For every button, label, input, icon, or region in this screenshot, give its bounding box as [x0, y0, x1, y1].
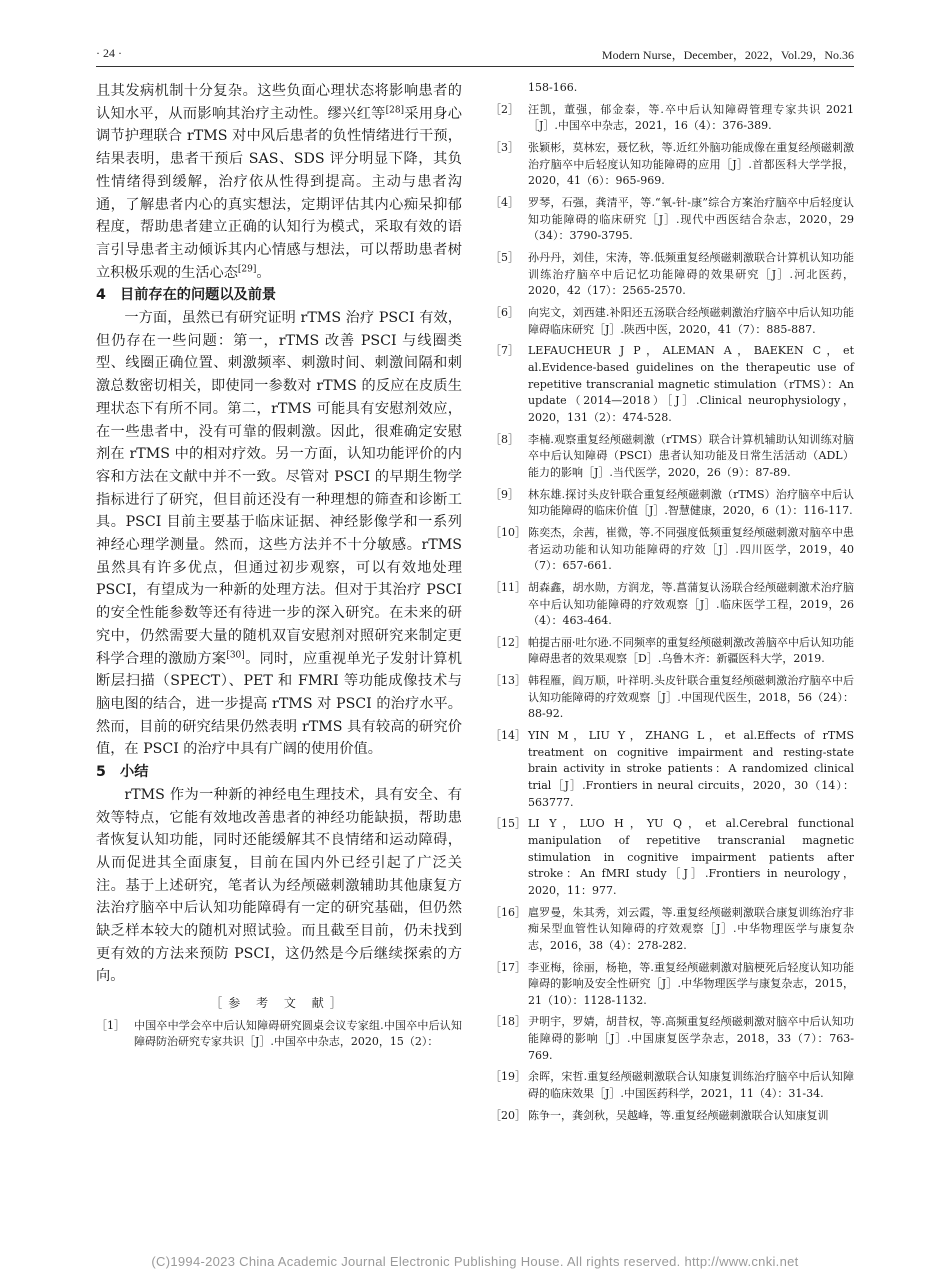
reference-item: [490, 728, 854, 811]
reference-text: 韩程雁，阎万顺，叶祥明.头皮针联合重复经颅磁刺激治疗脑卒中后认知功能障碍的疗效观察［J］.中国现代医生，2018，56（24）：88-92.: [528, 674, 854, 721]
right-column: [490, 80, 854, 1130]
reference-number: ［9］: [490, 487, 519, 501]
left-column: [96, 80, 462, 1051]
reference-item: [490, 525, 854, 575]
reference-number: ［6］: [490, 306, 519, 320]
reference-item: [490, 343, 854, 426]
journal-citation: Modern Nurse，December，2022，Vol.29，No.36: [601, 48, 854, 62]
reference-item: [490, 305, 854, 338]
reference-number: ［13］: [490, 674, 526, 688]
reference-continuation: 158-166.: [528, 81, 578, 94]
reference-text: YIN M，LIU Y，ZHANG L，et al.Effects of rTMS treatment on cognitive impairment and resting-state brain activity in stroke patients：A randomized clinical trial［J］.Frontiers in neural circuits，2020，30（14）：563777.: [528, 729, 854, 809]
reference-text: 扈罗曼，朱其秀，刘云霞，等.重复经颅磁刺激联合康复训练治疗非痴呆型血管性认知障碍的疗效观察［J］.中华物理医学与康复杂志，2016，38（4）：278-282.: [528, 905, 854, 952]
reference-text: 孙丹丹，刘佳，宋涛，等.低频重复经颅磁刺激联合计算机认知功能训练治疗脑卒中后记忆功能障碍的效果研究［J］.河北医药，2020，42（17）：2565-2570.: [528, 251, 854, 298]
reference-number: ［20］: [490, 1108, 526, 1122]
reference-text: 汪凯，董强，郁金泰，等.卒中后认知障碍管理专家共识 2021［J］.中国卒中杂志，2021，16（4）：376-389.: [528, 102, 854, 133]
reference-item: [490, 580, 854, 630]
reference-number: ［15］: [490, 817, 526, 831]
reference-text: 张颖彬，莫林宏，聂忆秋，等.近红外脑功能成像在重复经颅磁刺激治疗脑卒中后轻度认知功能障碍的应用［J］.首都医科大学学报，2020，41（6）：965-969.: [528, 141, 854, 188]
reference-item: [490, 487, 854, 520]
paragraph: 一方面，虽然已有研究证明 rTMS 治疗 PSCI 有效，但仍存在一些问题：第一，rTMS 改善 PSCI 与线圈类型、线圈正确位置、刺激频率、刺激时间、刺激间隔和刺激总数密切相关，即使同一参数对 rTMS 的反应在皮质生理状态下有所不同。第二，rTMS 可能具有安慰剂效应，在一些患者中，没有可靠的假刺激。因此，很难确定安慰剂在 rTMS 中的相对疗效。另一方面，认知功能评价的内容和方法在文献中并不一致。尽管对 PSCI 的早期生物学指标进行了研究，但目前还没有一种理想的筛查和诊断工具。PSCI 目前主要基于临床证据、神经影像学和一系列神经心理学测量。然而，这些方法并不十分敏感。rTMS 虽然具有许多优点，但通过初步观察，可以有效地处理 PSCI，有望成为一种新的处理方法。但对于其治疗 PSCI 的安全性能参数等还有待进一步的深入研究。在未来的研究中，仍然需要大量的随机双盲安慰剂对照研究来制定更科学合理的激励方案[30]。同时，应重视单光子发射计算机断层扫描（SPECT）、PET 和 FMRI 等功能成像技术与脑电图的结合，进一步提高 rTMS 对 PSCI 的治疗水平。然而，目前的研究结果仍然表明 rTMS 具有较高的研究价值，在 PSCI 的治疗中具有广阔的使用价值。: [96, 310, 462, 758]
reference-number: ［19］: [490, 1070, 526, 1084]
reference-number: ［10］: [490, 525, 526, 539]
header-rule: [96, 66, 854, 67]
reference-item: [490, 1014, 854, 1064]
reference-number: ［2］: [490, 102, 519, 116]
reference-text: 陈奕杰，余茜，崔微，等.不同强度低频重复经颅磁刺激对脑卒中患者运动功能和认知功能障碍的疗效［J］.四川医学，2019，40（7）：657-661.: [528, 525, 854, 573]
reference-number: ［7］: [490, 344, 519, 358]
section-heading-5: 5 小结: [96, 764, 149, 781]
reference-item: [490, 905, 854, 955]
reference-item: [490, 432, 854, 482]
reference-list: [490, 102, 854, 1125]
reference-item: [490, 816, 854, 899]
reference-number: ［8］: [490, 432, 519, 446]
reference-text: 陈争一，龚剑秋，吴越峰，等.重复经颅磁刺激联合认知康复训: [528, 1108, 829, 1122]
reference-text: 向宪文，刘西建.补阳还五汤联合经颅磁刺激治疗脑卒中后认知功能障碍临床研究［J］.陕西中医，2020，41（7）：885-887.: [528, 306, 854, 336]
citation[interactable]: [30]: [226, 649, 245, 660]
reference-text: LEFAUCHEUR J P，ALEMAN A，BAEKEN C，et al.Evidence-based guidelines on the therapeutic use of repetitive transcranial magnetic stimulation（rTMS）：An update（2014—2018）［J］.Clinical neurophysiology，2020，131（2）：474-528.: [528, 344, 854, 424]
reference-item: [490, 140, 854, 190]
paragraph: rTMS 作为一种新的神经电生理技术，具有安全、有效等特点，它能有效地改善患者的神经功能缺损，帮助患者恢复认知功能，同时还能缓解其不良情绪和运动障碍，从而促进其全面康复，目前在国内外已经引起了广泛关注。基于上述研究，笔者认为经颅磁刺激辅助其他康复方法治疗脑卒中后认知功能障碍有一定的研究基础，但仍然缺乏样本较大的随机对照试验。而且截至目前，仍未找到更有效的方法来预防 PSCI，这仍然是今后继续探索的方向。: [96, 786, 462, 985]
copyright-footer: (C)1994-2023 China Academic Journal Electronic Publishing House. All rights reserved. http://www.cnki.net: [151, 1254, 799, 1269]
reference-item: [490, 960, 854, 1010]
reference-number: ［1］: [96, 1018, 125, 1032]
paragraph: 且其发病机制十分复杂。这些负面心理状态将影响患者的认知水平，从而影响其治疗主动性。缪兴红等[28]采用身心调节护理联合 rTMS 对中风后患者的负性情绪进行干预，结果表明，患者干预后 SAS、SDS 评分明显下降，其负性情绪得到缓解，治疗依从性得到提高。主动与患者沟通，了解患者内心的真实想法，定期评估其内心痴呆抑郁程度，帮助患者建立正确的认知行为模式，采取有效的语言引导患者主动倾诉其内心情感与想法，可以帮助患者树立积极乐观的生活心态[29]。: [96, 83, 462, 281]
reference-text: 李亚梅，徐丽，杨艳，等.重复经颅磁刺激对脑梗死后轻度认知功能障碍的影响及安全性研究［J］.中华物理医学与康复杂志，2015，21（10）：1128-1132.: [528, 960, 854, 1007]
reference-text: 李楠.观察重复经颅磁刺激（rTMS）联合计算机辅助认知训练对脑卒中后认知障碍（PSCI）患者认知功能及日常生活活动（ADL）能力的影响［J］.当代医学，2020，26（9）：87-89.: [528, 432, 854, 479]
reference-text: 罗琴，石强，龚清平，等.“氧-针-康”综合方案治疗脑卒中后轻度认知功能障碍的临床研究［J］.现代中西医结合杂志，2020，29（34）：3790-3795.: [528, 196, 854, 243]
reference-item: [490, 1069, 854, 1102]
reference-item: [490, 635, 854, 668]
reference-text: 中国卒中学会卒中后认知障碍研究圆桌会议专家组.中国卒中后认知障碍防治研究专家共识［J］.中国卒中杂志，2020，15（2）：: [134, 1018, 462, 1049]
reference-text: 帕提古丽·吐尔逊.不同频率的重复经颅磁刺激改善脑卒中后认知功能障碍患者的效果观察［D］.乌鲁木齐：新疆医科大学，2019.: [528, 635, 854, 666]
reference-item: [490, 1108, 854, 1125]
reference-item: [490, 250, 854, 300]
reference-number: ［4］: [490, 196, 519, 210]
reference-number: ［11］: [490, 580, 526, 594]
references-title: ［参 考 文 献］: [210, 996, 348, 1011]
reference-text: 胡森鑫，胡水勋，方润龙，等.菖蒲复认汤联合经颅磁刺激术治疗脑卒中后认知功能障碍的疗效观察［J］.临床医学工程，2019，26（4）：463-464.: [528, 580, 854, 628]
reference-item: [96, 1018, 462, 1051]
reference-text: 尹明宇，罗婧，胡昔权，等.高频重复经颅磁刺激对脑卒中后认知功能障碍的影响［J］.中国康复医学杂志，2018，33（7）：763-769.: [528, 1015, 854, 1062]
reference-text: LI Y，LUO H，YU Q，et al.Cerebral functional manipulation of repetitive transcranial magnetic stimulation in cognitive impairment patients after stroke：An fMRI study［J］.Frontiers in neurology，2020，11：977.: [528, 817, 854, 897]
citation[interactable]: [29]: [237, 263, 257, 274]
reference-item: [490, 195, 854, 245]
reference-number: ［12］: [490, 635, 526, 649]
reference-number: ［5］: [490, 251, 519, 265]
reference-item: [490, 673, 854, 723]
citation[interactable]: [28]: [385, 104, 405, 115]
reference-number: ［18］: [490, 1015, 526, 1029]
reference-number: ［16］: [490, 905, 526, 919]
reference-item: [490, 102, 854, 135]
reference-number: ［3］: [490, 141, 519, 155]
reference-number: ［14］: [490, 729, 526, 743]
page-number: · 24 ·: [96, 46, 122, 60]
reference-number: ［17］: [490, 960, 526, 974]
reference-text: 余晖，宋哲.重复经颅磁刺激联合认知康复训练治疗脑卒中后认知障碍的临床效果［J］.中国医药科学，2021，11（4）：31-34.: [528, 1070, 854, 1101]
section-heading-4: 4 目前存在的问题以及前景: [96, 287, 277, 304]
reference-text: 林东雄.探讨头皮针联合重复经颅磁刺激（rTMS）治疗脑卒中后认知功能障碍的临床价值［J］.智慧健康，2020，6（1）：116-117.: [528, 487, 854, 518]
